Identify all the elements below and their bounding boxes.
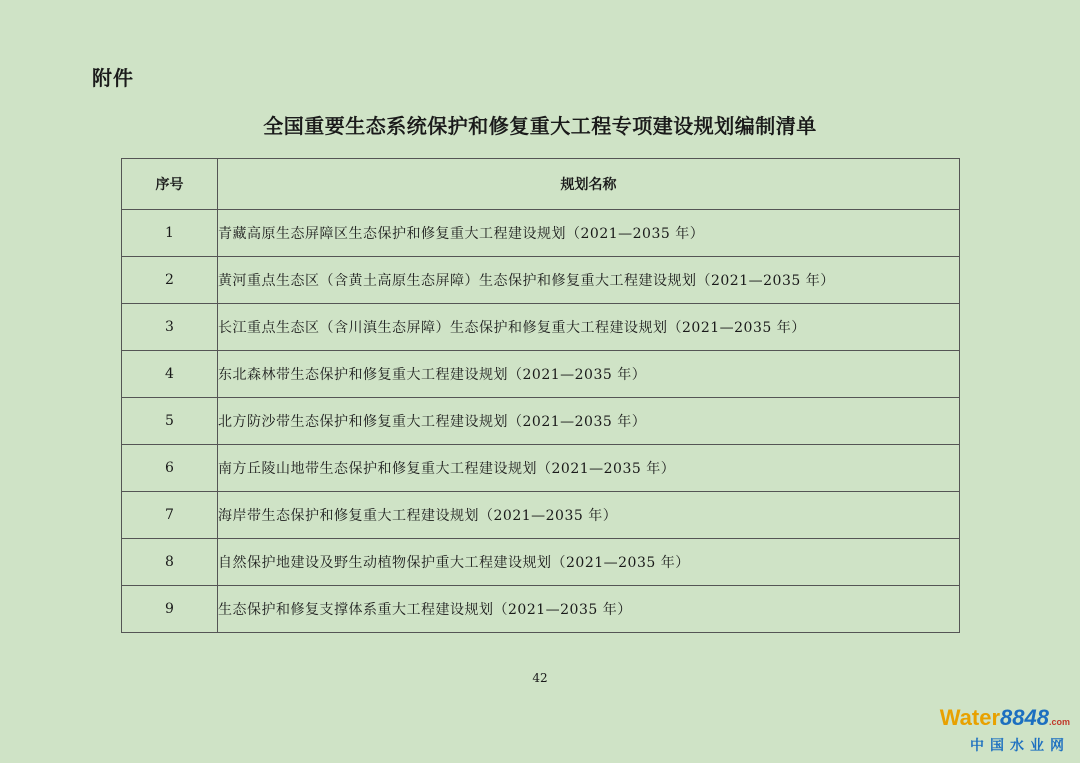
- row-number: 8: [122, 539, 218, 586]
- plan-name: 南方丘陵山地带生态保护和修复重大工程建设规划（2021—2035 年）: [218, 445, 960, 492]
- table-row: [122, 257, 960, 304]
- watermark-logo-number: 8848: [1000, 705, 1049, 730]
- plan-name: 长江重点生态区（含川滇生态屏障）生态保护和修复重大工程建设规划（2021—2035 年）: [218, 304, 960, 351]
- row-number: 3: [122, 304, 218, 351]
- row-number: 1: [122, 210, 218, 257]
- watermark-logo-suffix: .com: [1048, 717, 1070, 727]
- attachment-label: 附件: [92, 66, 134, 90]
- watermark-logo: [940, 707, 1070, 733]
- page-number: 42: [532, 671, 548, 685]
- table-header-row: [122, 159, 960, 210]
- plan-name: 生态保护和修复支撑体系重大工程建设规划（2021—2035 年）: [218, 586, 960, 633]
- table-row: [122, 586, 960, 633]
- plans-table: [121, 158, 960, 633]
- row-number: 7: [122, 492, 218, 539]
- row-number: 2: [122, 257, 218, 304]
- table-row: [122, 351, 960, 398]
- row-number: 5: [122, 398, 218, 445]
- table-row: [122, 398, 960, 445]
- header-plan-name: 规划名称: [218, 159, 960, 210]
- header-serial-number: 序号: [122, 159, 218, 210]
- watermark-logo-text: Water: [939, 705, 1001, 730]
- plan-name: 东北森林带生态保护和修复重大工程建设规划（2021—2035 年）: [218, 351, 960, 398]
- plan-name: 黄河重点生态区（含黄土高原生态屏障）生态保护和修复重大工程建设规划（2021—2035 年）: [218, 257, 960, 304]
- table-row: [122, 445, 960, 492]
- plan-name: 青藏高原生态屏障区生态保护和修复重大工程建设规划（2021—2035 年）: [218, 210, 960, 257]
- row-number: 4: [122, 351, 218, 398]
- table-row: [122, 492, 960, 539]
- row-number: 6: [122, 445, 218, 492]
- document-title: 全国重要生态系统保护和修复重大工程专项建设规划编制清单: [263, 114, 817, 138]
- table-row: [122, 210, 960, 257]
- row-number: 9: [122, 586, 218, 633]
- plan-name: 自然保护地建设及野生动植物保护重大工程建设规划（2021—2035 年）: [218, 539, 960, 586]
- watermark-subtitle: 中国水业网: [970, 738, 1070, 754]
- site-watermark: [940, 707, 1070, 755]
- table-row: [122, 304, 960, 351]
- plan-name: 北方防沙带生态保护和修复重大工程建设规划（2021—2035 年）: [218, 398, 960, 445]
- table-row: [122, 539, 960, 586]
- plan-name: 海岸带生态保护和修复重大工程建设规划（2021—2035 年）: [218, 492, 960, 539]
